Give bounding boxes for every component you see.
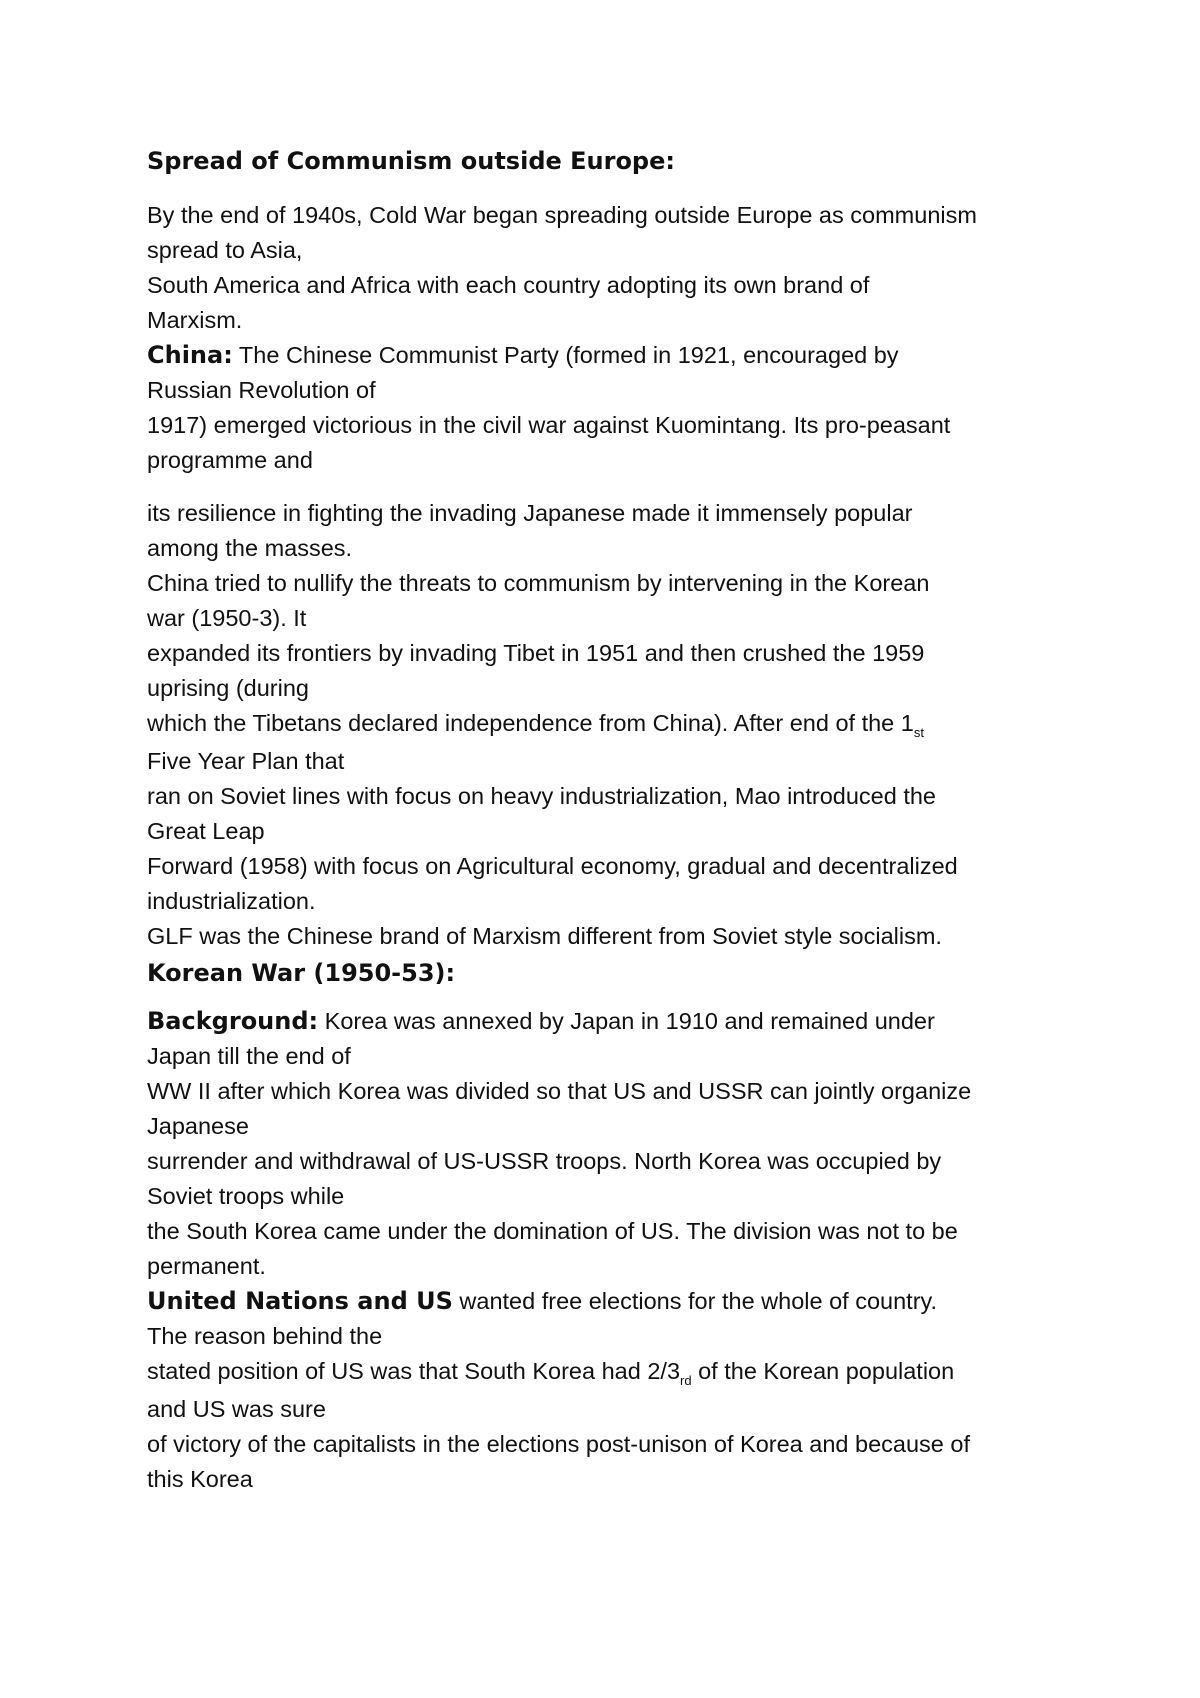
text-line: uprising (during bbox=[147, 675, 309, 701]
text-line: of victory of the capitalists in the elections post-unison of Korea and because of bbox=[147, 1431, 970, 1457]
text-line: South America and Africa with each country adopting its own brand of bbox=[147, 272, 870, 298]
superscript: rd bbox=[680, 1373, 692, 1388]
text-line: By the end of 1940s, Cold War began spreading outside Europe as communism bbox=[147, 202, 977, 228]
text-line: surrender and withdrawal of US-USSR troops. North Korea was occupied by bbox=[147, 1148, 942, 1174]
china-section bbox=[147, 338, 1087, 954]
text-line: and US was sure bbox=[147, 1396, 326, 1422]
text-line: Five Year Plan that bbox=[147, 748, 345, 774]
text-line: Soviet troops while bbox=[147, 1183, 345, 1209]
text-span: The Chinese Communist Party (formed in 1921, encouraged by bbox=[232, 342, 899, 368]
text-line bbox=[147, 338, 1087, 373]
text-span: Korea was annexed by Japan in 1910 and remained under bbox=[318, 1008, 935, 1034]
text-line: industrialization. bbox=[147, 888, 316, 914]
text-line bbox=[147, 1004, 1087, 1039]
text-line: Great Leap bbox=[147, 818, 265, 844]
text-line bbox=[147, 1284, 1087, 1319]
text-line: ran on Soviet lines with focus on heavy industrialization, Mao introduced the bbox=[147, 783, 937, 809]
text-line: Japanese bbox=[147, 1113, 249, 1139]
text-line: among the masses. bbox=[147, 535, 353, 561]
page-title: Spread of Communism outside Europe: bbox=[147, 147, 675, 175]
text-line: programme and bbox=[147, 447, 313, 473]
text-line: war (1950-3). It bbox=[147, 605, 307, 631]
text-line: China tried to nullify the threats to communism by intervening in the Korean bbox=[147, 570, 930, 596]
text-line: Russian Revolution of bbox=[147, 377, 376, 403]
text-line bbox=[147, 706, 1087, 744]
text-line: its resilience in fighting the invading Japanese made it immensely popular bbox=[147, 500, 913, 526]
text-span: which the Tibetans declared independence from China). After end of the 1 bbox=[147, 710, 914, 736]
china-lead: China: bbox=[147, 341, 233, 369]
text-span: wanted free elections for the whole of country. bbox=[452, 1288, 938, 1314]
text-line: Japan till the end of bbox=[147, 1043, 351, 1069]
document-body bbox=[147, 130, 1087, 1497]
superscript: st bbox=[913, 725, 924, 740]
text-line: Marxism. bbox=[147, 307, 243, 333]
text-line: The reason behind the bbox=[147, 1323, 383, 1349]
intro-paragraph bbox=[147, 198, 1087, 338]
text-span: of the Korean population bbox=[691, 1358, 955, 1384]
text-line: spread to Asia, bbox=[147, 237, 303, 263]
text-line: 1917) emerged victorious in the civil war against Kuomintang. Its pro-peasant bbox=[147, 412, 951, 438]
korean-war-section bbox=[147, 954, 1087, 1497]
un-us-lead: United Nations and US bbox=[147, 1287, 453, 1315]
text-line: WW II after which Korea was divided so that US and USSR can jointly organize bbox=[147, 1078, 972, 1104]
background-lead: Background: bbox=[147, 1007, 319, 1035]
text-span: stated position of US was that South Korea had 2/3 bbox=[147, 1358, 681, 1384]
text-line: permanent. bbox=[147, 1253, 266, 1279]
text-line: the South Korea came under the domination of US. The division was not to be bbox=[147, 1218, 958, 1244]
section-heading: Korean War (1950-53): bbox=[147, 959, 456, 987]
text-line: this Korea bbox=[147, 1466, 253, 1492]
text-line: expanded its frontiers by invading Tibet in 1951 and then crushed the 1959 bbox=[147, 640, 925, 666]
text-line: GLF was the Chinese brand of Marxism different from Soviet style socialism. bbox=[147, 923, 942, 949]
text-line bbox=[147, 1354, 1087, 1392]
text-line: Forward (1958) with focus on Agricultural economy, gradual and decentralized bbox=[147, 853, 958, 879]
